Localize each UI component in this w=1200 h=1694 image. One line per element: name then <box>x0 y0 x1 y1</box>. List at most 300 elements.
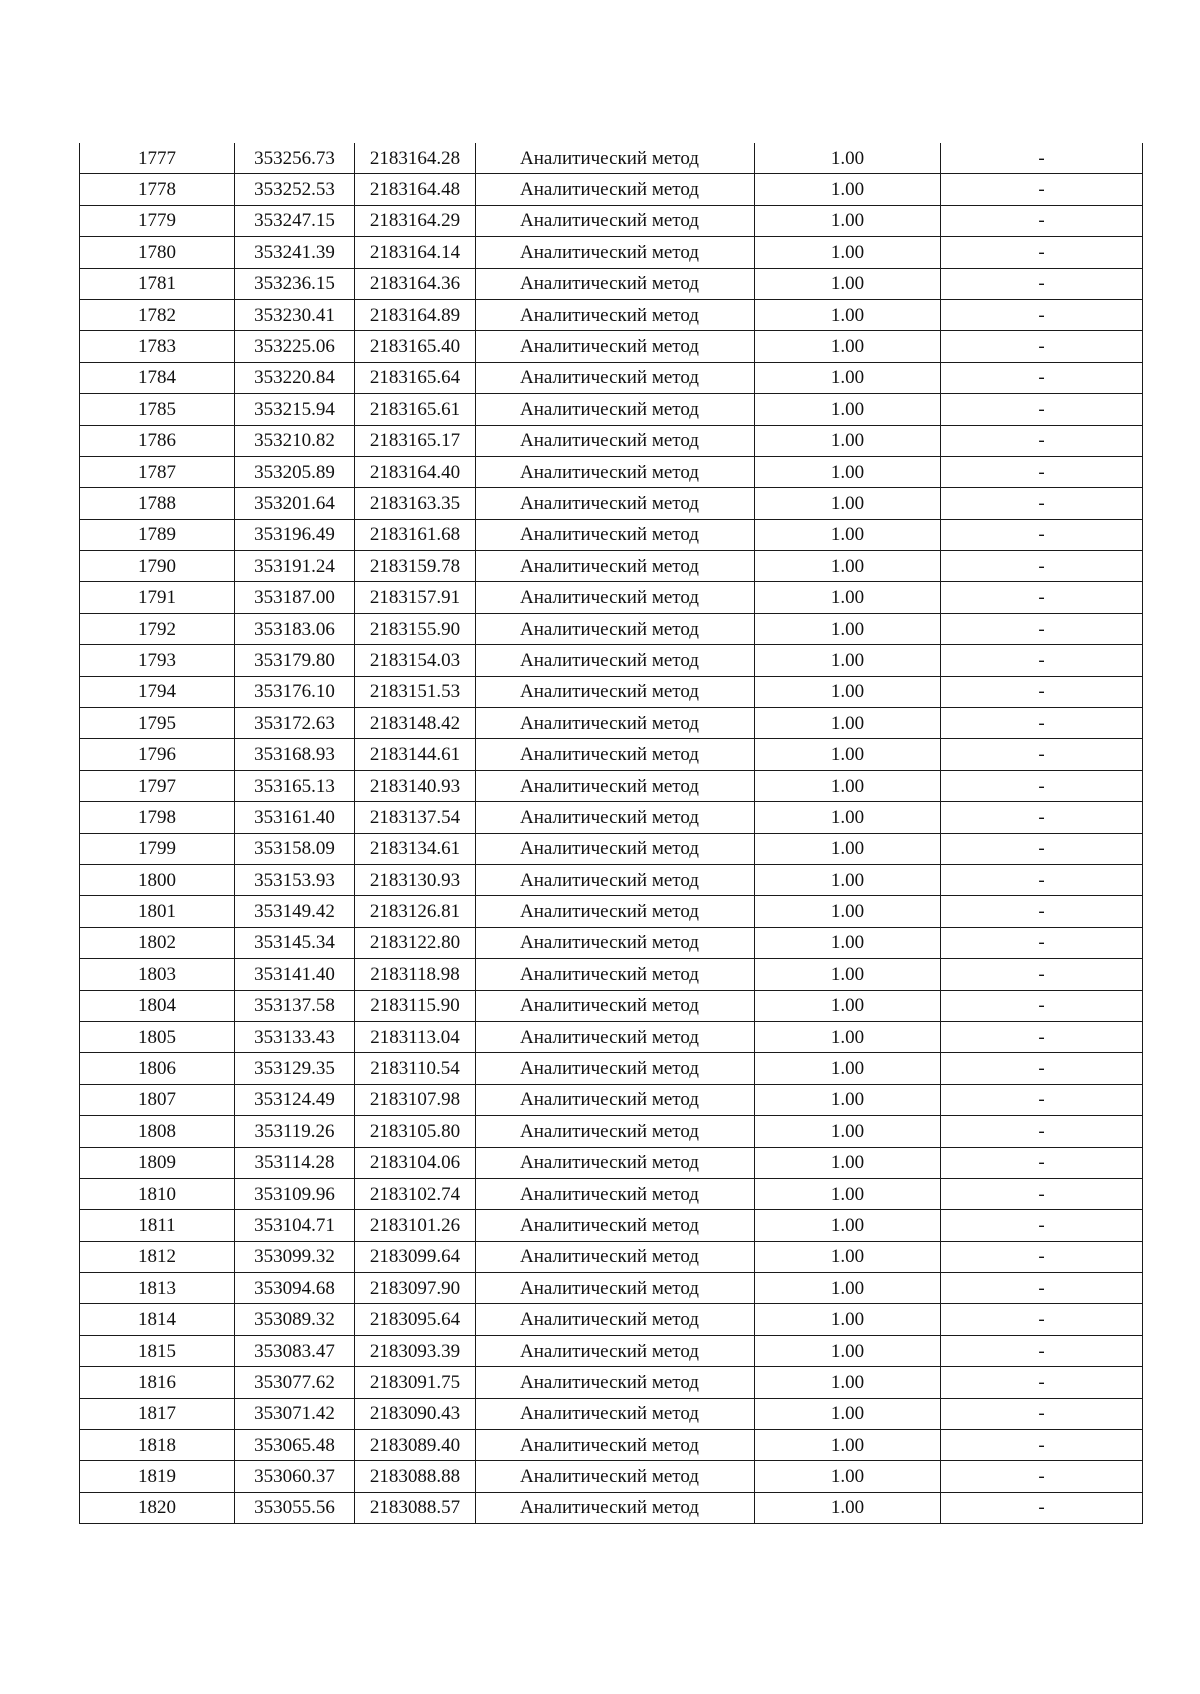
table-row <box>80 1084 1143 1115</box>
method-cell: Аналитический метод <box>476 833 755 864</box>
accuracy-cell: 1.00 <box>755 551 941 582</box>
description-cell: - <box>941 770 1143 801</box>
description-cell: - <box>941 676 1143 707</box>
point-number-cell: 1779 <box>80 205 235 236</box>
table-row <box>80 676 1143 707</box>
y-coordinate-cell: 2183164.29 <box>355 205 476 236</box>
x-coordinate-cell: 353161.40 <box>235 802 355 833</box>
description-cell: - <box>941 1398 1143 1429</box>
description-cell: - <box>941 1335 1143 1366</box>
accuracy-cell: 1.00 <box>755 582 941 613</box>
x-coordinate-cell: 353065.48 <box>235 1430 355 1461</box>
point-number-cell: 1809 <box>80 1147 235 1178</box>
x-coordinate-cell: 353252.53 <box>235 174 355 205</box>
table-row <box>80 551 1143 582</box>
y-coordinate-cell: 2183140.93 <box>355 770 476 801</box>
y-coordinate-cell: 2183137.54 <box>355 802 476 833</box>
method-cell: Аналитический метод <box>476 488 755 519</box>
table-row <box>80 770 1143 801</box>
y-coordinate-cell: 2183099.64 <box>355 1241 476 1272</box>
accuracy-cell: 1.00 <box>755 1335 941 1366</box>
method-cell: Аналитический метод <box>476 174 755 205</box>
x-coordinate-cell: 353114.28 <box>235 1147 355 1178</box>
x-coordinate-cell: 353119.26 <box>235 1116 355 1147</box>
y-coordinate-cell: 2183164.89 <box>355 299 476 330</box>
x-coordinate-cell: 353172.63 <box>235 708 355 739</box>
y-coordinate-cell: 2183104.06 <box>355 1147 476 1178</box>
point-number-cell: 1814 <box>80 1304 235 1335</box>
y-coordinate-cell: 2183093.39 <box>355 1335 476 1366</box>
description-cell: - <box>941 582 1143 613</box>
point-number-cell: 1817 <box>80 1398 235 1429</box>
point-number-cell: 1780 <box>80 237 235 268</box>
x-coordinate-cell: 353129.35 <box>235 1053 355 1084</box>
point-number-cell: 1790 <box>80 551 235 582</box>
description-cell: - <box>941 613 1143 644</box>
description-cell: - <box>941 708 1143 739</box>
y-coordinate-cell: 2183134.61 <box>355 833 476 864</box>
y-coordinate-cell: 2183126.81 <box>355 896 476 927</box>
accuracy-cell: 1.00 <box>755 1492 941 1523</box>
point-number-cell: 1777 <box>80 143 235 174</box>
accuracy-cell: 1.00 <box>755 205 941 236</box>
table-row <box>80 1398 1143 1429</box>
accuracy-cell: 1.00 <box>755 1430 941 1461</box>
point-number-cell: 1786 <box>80 425 235 456</box>
y-coordinate-cell: 2183164.40 <box>355 456 476 487</box>
description-cell: - <box>941 1178 1143 1209</box>
y-coordinate-cell: 2183155.90 <box>355 613 476 644</box>
accuracy-cell: 1.00 <box>755 645 941 676</box>
y-coordinate-cell: 2183091.75 <box>355 1367 476 1398</box>
description-cell: - <box>941 174 1143 205</box>
point-number-cell: 1794 <box>80 676 235 707</box>
description-cell: - <box>941 331 1143 362</box>
point-number-cell: 1792 <box>80 613 235 644</box>
description-cell: - <box>941 488 1143 519</box>
point-number-cell: 1819 <box>80 1461 235 1492</box>
x-coordinate-cell: 353241.39 <box>235 237 355 268</box>
description-cell: - <box>941 1116 1143 1147</box>
x-coordinate-cell: 353104.71 <box>235 1210 355 1241</box>
table-row <box>80 456 1143 487</box>
accuracy-cell: 1.00 <box>755 299 941 330</box>
description-cell: - <box>941 1021 1143 1052</box>
y-coordinate-cell: 2183161.68 <box>355 519 476 550</box>
method-cell: Аналитический метод <box>476 613 755 644</box>
x-coordinate-cell: 353149.42 <box>235 896 355 927</box>
description-cell: - <box>941 1241 1143 1272</box>
point-number-cell: 1808 <box>80 1116 235 1147</box>
accuracy-cell: 1.00 <box>755 1241 941 1272</box>
point-number-cell: 1778 <box>80 174 235 205</box>
accuracy-cell: 1.00 <box>755 864 941 895</box>
accuracy-cell: 1.00 <box>755 708 941 739</box>
table-row <box>80 331 1143 362</box>
description-cell: - <box>941 1430 1143 1461</box>
y-coordinate-cell: 2183154.03 <box>355 645 476 676</box>
y-coordinate-cell: 2183122.80 <box>355 927 476 958</box>
method-cell: Аналитический метод <box>476 990 755 1021</box>
y-coordinate-cell: 2183165.64 <box>355 362 476 393</box>
method-cell: Аналитический метод <box>476 237 755 268</box>
point-number-cell: 1820 <box>80 1492 235 1523</box>
point-number-cell: 1801 <box>80 896 235 927</box>
method-cell: Аналитический метод <box>476 519 755 550</box>
y-coordinate-cell: 2183090.43 <box>355 1398 476 1429</box>
x-coordinate-cell: 353220.84 <box>235 362 355 393</box>
y-coordinate-cell: 2183164.36 <box>355 268 476 299</box>
y-coordinate-cell: 2183115.90 <box>355 990 476 1021</box>
table-row <box>80 708 1143 739</box>
accuracy-cell: 1.00 <box>755 959 941 990</box>
point-number-cell: 1796 <box>80 739 235 770</box>
point-number-cell: 1811 <box>80 1210 235 1241</box>
x-coordinate-cell: 353060.37 <box>235 1461 355 1492</box>
y-coordinate-cell: 2183088.57 <box>355 1492 476 1523</box>
x-coordinate-cell: 353071.42 <box>235 1398 355 1429</box>
accuracy-cell: 1.00 <box>755 676 941 707</box>
method-cell: Аналитический метод <box>476 708 755 739</box>
x-coordinate-cell: 353236.15 <box>235 268 355 299</box>
x-coordinate-cell: 353165.13 <box>235 770 355 801</box>
x-coordinate-cell: 353176.10 <box>235 676 355 707</box>
y-coordinate-cell: 2183159.78 <box>355 551 476 582</box>
accuracy-cell: 1.00 <box>755 1147 941 1178</box>
point-number-cell: 1810 <box>80 1178 235 1209</box>
description-cell: - <box>941 551 1143 582</box>
accuracy-cell: 1.00 <box>755 143 941 174</box>
description-cell: - <box>941 896 1143 927</box>
x-coordinate-cell: 353055.56 <box>235 1492 355 1523</box>
x-coordinate-cell: 353179.80 <box>235 645 355 676</box>
table-row <box>80 174 1143 205</box>
description-cell: - <box>941 299 1143 330</box>
accuracy-cell: 1.00 <box>755 425 941 456</box>
accuracy-cell: 1.00 <box>755 1210 941 1241</box>
method-cell: Аналитический метод <box>476 1021 755 1052</box>
x-coordinate-cell: 353230.41 <box>235 299 355 330</box>
point-number-cell: 1806 <box>80 1053 235 1084</box>
y-coordinate-cell: 2183097.90 <box>355 1273 476 1304</box>
x-coordinate-cell: 353187.00 <box>235 582 355 613</box>
accuracy-cell: 1.00 <box>755 1084 941 1115</box>
description-cell: - <box>941 645 1143 676</box>
description-cell: - <box>941 959 1143 990</box>
point-number-cell: 1807 <box>80 1084 235 1115</box>
accuracy-cell: 1.00 <box>755 331 941 362</box>
table-row <box>80 299 1143 330</box>
point-number-cell: 1816 <box>80 1367 235 1398</box>
table-row <box>80 1273 1143 1304</box>
point-number-cell: 1788 <box>80 488 235 519</box>
x-coordinate-cell: 353077.62 <box>235 1367 355 1398</box>
method-cell: Аналитический метод <box>476 1398 755 1429</box>
y-coordinate-cell: 2183164.14 <box>355 237 476 268</box>
x-coordinate-cell: 353183.06 <box>235 613 355 644</box>
table-row <box>80 1430 1143 1461</box>
x-coordinate-cell: 353099.32 <box>235 1241 355 1272</box>
accuracy-cell: 1.00 <box>755 927 941 958</box>
method-cell: Аналитический метод <box>476 959 755 990</box>
point-number-cell: 1812 <box>80 1241 235 1272</box>
x-coordinate-cell: 353109.96 <box>235 1178 355 1209</box>
x-coordinate-cell: 353094.68 <box>235 1273 355 1304</box>
table-row <box>80 1210 1143 1241</box>
method-cell: Аналитический метод <box>476 1178 755 1209</box>
y-coordinate-cell: 2183101.26 <box>355 1210 476 1241</box>
method-cell: Аналитический метод <box>476 331 755 362</box>
point-number-cell: 1800 <box>80 864 235 895</box>
y-coordinate-cell: 2183088.88 <box>355 1461 476 1492</box>
description-cell: - <box>941 1492 1143 1523</box>
y-coordinate-cell: 2183102.74 <box>355 1178 476 1209</box>
y-coordinate-cell: 2183165.17 <box>355 425 476 456</box>
description-cell: - <box>941 394 1143 425</box>
x-coordinate-cell: 353145.34 <box>235 927 355 958</box>
accuracy-cell: 1.00 <box>755 1116 941 1147</box>
method-cell: Аналитический метод <box>476 1304 755 1335</box>
table-row <box>80 1461 1143 1492</box>
point-number-cell: 1781 <box>80 268 235 299</box>
y-coordinate-cell: 2183164.48 <box>355 174 476 205</box>
table-row <box>80 927 1143 958</box>
x-coordinate-cell: 353141.40 <box>235 959 355 990</box>
accuracy-cell: 1.00 <box>755 802 941 833</box>
y-coordinate-cell: 2183113.04 <box>355 1021 476 1052</box>
method-cell: Аналитический метод <box>476 1367 755 1398</box>
description-cell: - <box>941 1461 1143 1492</box>
method-cell: Аналитический метод <box>476 927 755 958</box>
description-cell: - <box>941 927 1143 958</box>
y-coordinate-cell: 2183118.98 <box>355 959 476 990</box>
table-row <box>80 1147 1143 1178</box>
description-cell: - <box>941 268 1143 299</box>
accuracy-cell: 1.00 <box>755 237 941 268</box>
description-cell: - <box>941 1084 1143 1115</box>
x-coordinate-cell: 353083.47 <box>235 1335 355 1366</box>
method-cell: Аналитический метод <box>476 770 755 801</box>
table-row <box>80 990 1143 1021</box>
table-row <box>80 143 1143 174</box>
point-number-cell: 1818 <box>80 1430 235 1461</box>
method-cell: Аналитический метод <box>476 299 755 330</box>
method-cell: Аналитический метод <box>476 394 755 425</box>
point-number-cell: 1795 <box>80 708 235 739</box>
table-row <box>80 1492 1143 1523</box>
point-number-cell: 1797 <box>80 770 235 801</box>
method-cell: Аналитический метод <box>476 1273 755 1304</box>
description-cell: - <box>941 990 1143 1021</box>
y-coordinate-cell: 2183105.80 <box>355 1116 476 1147</box>
x-coordinate-cell: 353205.89 <box>235 456 355 487</box>
method-cell: Аналитический метод <box>476 425 755 456</box>
table-body <box>80 143 1143 1524</box>
description-cell: - <box>941 1147 1143 1178</box>
accuracy-cell: 1.00 <box>755 456 941 487</box>
description-cell: - <box>941 802 1143 833</box>
accuracy-cell: 1.00 <box>755 1304 941 1335</box>
method-cell: Аналитический метод <box>476 456 755 487</box>
table-row <box>80 362 1143 393</box>
method-cell: Аналитический метод <box>476 205 755 236</box>
x-coordinate-cell: 353201.64 <box>235 488 355 519</box>
y-coordinate-cell: 2183130.93 <box>355 864 476 895</box>
table-row <box>80 739 1143 770</box>
point-number-cell: 1813 <box>80 1273 235 1304</box>
method-cell: Аналитический метод <box>476 268 755 299</box>
accuracy-cell: 1.00 <box>755 770 941 801</box>
method-cell: Аналитический метод <box>476 1461 755 1492</box>
description-cell: - <box>941 237 1143 268</box>
accuracy-cell: 1.00 <box>755 394 941 425</box>
accuracy-cell: 1.00 <box>755 1461 941 1492</box>
point-number-cell: 1784 <box>80 362 235 393</box>
x-coordinate-cell: 353168.93 <box>235 739 355 770</box>
point-number-cell: 1783 <box>80 331 235 362</box>
method-cell: Аналитический метод <box>476 1430 755 1461</box>
x-coordinate-cell: 353153.93 <box>235 864 355 895</box>
method-cell: Аналитический метод <box>476 896 755 927</box>
table-row <box>80 268 1143 299</box>
y-coordinate-cell: 2183157.91 <box>355 582 476 613</box>
table-row <box>80 896 1143 927</box>
method-cell: Аналитический метод <box>476 1147 755 1178</box>
y-coordinate-cell: 2183110.54 <box>355 1053 476 1084</box>
accuracy-cell: 1.00 <box>755 739 941 770</box>
x-coordinate-cell: 353196.49 <box>235 519 355 550</box>
table-row <box>80 394 1143 425</box>
accuracy-cell: 1.00 <box>755 362 941 393</box>
table-row <box>80 645 1143 676</box>
method-cell: Аналитический метод <box>476 1241 755 1272</box>
y-coordinate-cell: 2183144.61 <box>355 739 476 770</box>
table-row <box>80 1178 1143 1209</box>
table-row <box>80 237 1143 268</box>
y-coordinate-cell: 2183095.64 <box>355 1304 476 1335</box>
method-cell: Аналитический метод <box>476 582 755 613</box>
description-cell: - <box>941 425 1143 456</box>
method-cell: Аналитический метод <box>476 864 755 895</box>
x-coordinate-cell: 353191.24 <box>235 551 355 582</box>
accuracy-cell: 1.00 <box>755 1178 941 1209</box>
method-cell: Аналитический метод <box>476 1335 755 1366</box>
method-cell: Аналитический метод <box>476 143 755 174</box>
point-number-cell: 1787 <box>80 456 235 487</box>
description-cell: - <box>941 1367 1143 1398</box>
table-row <box>80 205 1143 236</box>
coordinates-table <box>79 143 1143 1524</box>
accuracy-cell: 1.00 <box>755 1367 941 1398</box>
point-number-cell: 1815 <box>80 1335 235 1366</box>
point-number-cell: 1782 <box>80 299 235 330</box>
description-cell: - <box>941 1210 1143 1241</box>
description-cell: - <box>941 205 1143 236</box>
x-coordinate-cell: 353137.58 <box>235 990 355 1021</box>
description-cell: - <box>941 1273 1143 1304</box>
y-coordinate-cell: 2183148.42 <box>355 708 476 739</box>
accuracy-cell: 1.00 <box>755 613 941 644</box>
method-cell: Аналитический метод <box>476 1492 755 1523</box>
table-row <box>80 488 1143 519</box>
point-number-cell: 1785 <box>80 394 235 425</box>
point-number-cell: 1802 <box>80 927 235 958</box>
method-cell: Аналитический метод <box>476 802 755 833</box>
x-coordinate-cell: 353089.32 <box>235 1304 355 1335</box>
method-cell: Аналитический метод <box>476 676 755 707</box>
x-coordinate-cell: 353210.82 <box>235 425 355 456</box>
method-cell: Аналитический метод <box>476 1210 755 1241</box>
accuracy-cell: 1.00 <box>755 1021 941 1052</box>
y-coordinate-cell: 2183163.35 <box>355 488 476 519</box>
point-number-cell: 1793 <box>80 645 235 676</box>
table-row <box>80 582 1143 613</box>
y-coordinate-cell: 2183164.28 <box>355 143 476 174</box>
accuracy-cell: 1.00 <box>755 174 941 205</box>
description-cell: - <box>941 143 1143 174</box>
method-cell: Аналитический метод <box>476 1053 755 1084</box>
description-cell: - <box>941 1053 1143 1084</box>
description-cell: - <box>941 456 1143 487</box>
table-row <box>80 864 1143 895</box>
accuracy-cell: 1.00 <box>755 990 941 1021</box>
description-cell: - <box>941 739 1143 770</box>
table-row <box>80 833 1143 864</box>
point-number-cell: 1791 <box>80 582 235 613</box>
point-number-cell: 1799 <box>80 833 235 864</box>
y-coordinate-cell: 2183165.61 <box>355 394 476 425</box>
accuracy-cell: 1.00 <box>755 1053 941 1084</box>
point-number-cell: 1789 <box>80 519 235 550</box>
table-row <box>80 1304 1143 1335</box>
table-row <box>80 1367 1143 1398</box>
accuracy-cell: 1.00 <box>755 268 941 299</box>
accuracy-cell: 1.00 <box>755 896 941 927</box>
description-cell: - <box>941 1304 1143 1335</box>
table-row <box>80 1241 1143 1272</box>
table-row <box>80 613 1143 644</box>
y-coordinate-cell: 2183165.40 <box>355 331 476 362</box>
accuracy-cell: 1.00 <box>755 519 941 550</box>
accuracy-cell: 1.00 <box>755 833 941 864</box>
method-cell: Аналитический метод <box>476 1084 755 1115</box>
y-coordinate-cell: 2183107.98 <box>355 1084 476 1115</box>
x-coordinate-cell: 353158.09 <box>235 833 355 864</box>
point-number-cell: 1804 <box>80 990 235 1021</box>
x-coordinate-cell: 353247.15 <box>235 205 355 236</box>
description-cell: - <box>941 864 1143 895</box>
table-row <box>80 1021 1143 1052</box>
method-cell: Аналитический метод <box>476 645 755 676</box>
accuracy-cell: 1.00 <box>755 488 941 519</box>
table-row <box>80 1116 1143 1147</box>
table-row <box>80 1335 1143 1366</box>
description-cell: - <box>941 519 1143 550</box>
accuracy-cell: 1.00 <box>755 1273 941 1304</box>
x-coordinate-cell: 353225.06 <box>235 331 355 362</box>
table-row <box>80 959 1143 990</box>
method-cell: Аналитический метод <box>476 739 755 770</box>
point-number-cell: 1805 <box>80 1021 235 1052</box>
table-row <box>80 519 1143 550</box>
x-coordinate-cell: 353124.49 <box>235 1084 355 1115</box>
accuracy-cell: 1.00 <box>755 1398 941 1429</box>
x-coordinate-cell: 353256.73 <box>235 143 355 174</box>
method-cell: Аналитический метод <box>476 551 755 582</box>
y-coordinate-cell: 2183089.40 <box>355 1430 476 1461</box>
table-row <box>80 425 1143 456</box>
description-cell: - <box>941 362 1143 393</box>
